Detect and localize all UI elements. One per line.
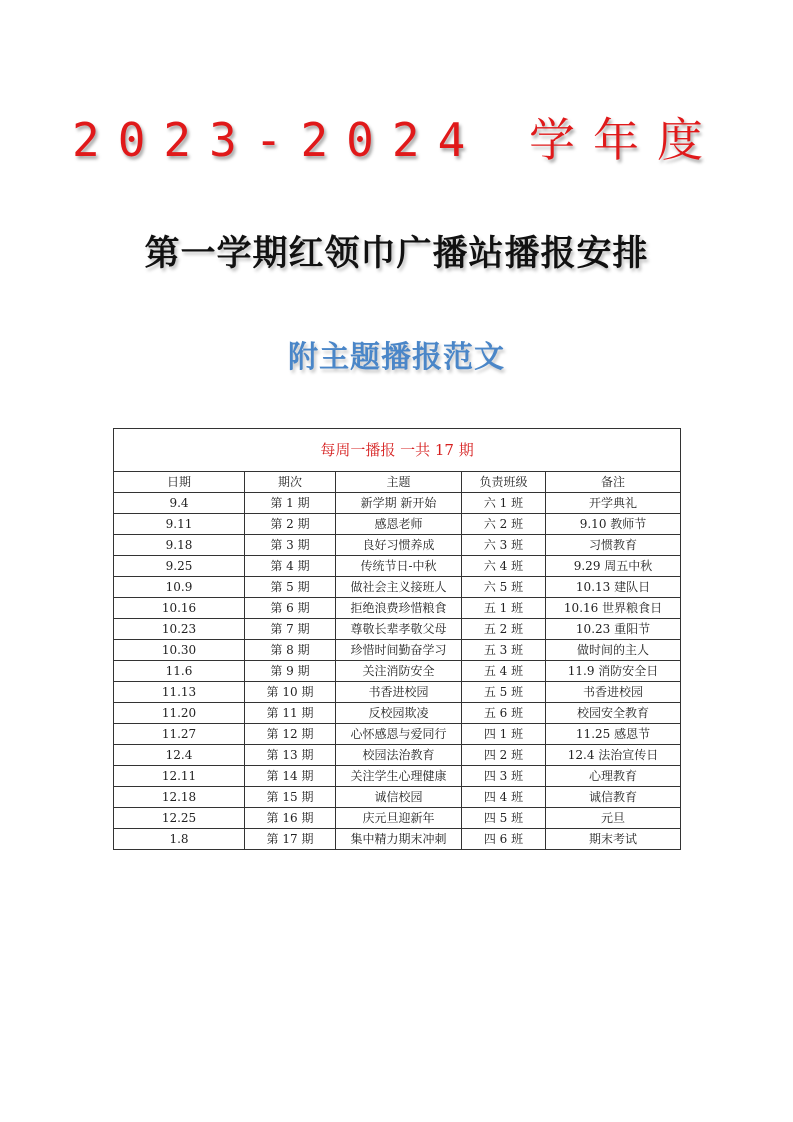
cell-class: 六 1 班 — [462, 493, 546, 514]
cell-date: 12.4 — [114, 745, 245, 766]
cell-theme: 校园法治教育 — [336, 745, 462, 766]
cell-note: 10.16 世界粮食日 — [546, 598, 681, 619]
column-header-issue: 期次 — [245, 472, 336, 493]
cell-theme: 做社会主义接班人 — [336, 577, 462, 598]
cell-issue: 第 12 期 — [245, 724, 336, 745]
cell-theme: 心怀感恩与爱同行 — [336, 724, 462, 745]
cell-class: 五 6 班 — [462, 703, 546, 724]
table-row — [114, 703, 681, 724]
cell-issue: 第 10 期 — [245, 682, 336, 703]
cell-theme: 书香进校园 — [336, 682, 462, 703]
cell-date: 12.18 — [114, 787, 245, 808]
cell-issue: 第 17 期 — [245, 829, 336, 850]
cell-theme: 珍惜时间勤奋学习 — [336, 640, 462, 661]
cell-theme: 反校园欺凌 — [336, 703, 462, 724]
cell-theme: 关注学生心理健康 — [336, 766, 462, 787]
table-row — [114, 808, 681, 829]
table-row — [114, 577, 681, 598]
cell-theme: 庆元旦迎新年 — [336, 808, 462, 829]
cell-class: 五 4 班 — [462, 661, 546, 682]
cell-theme: 良好习惯养成 — [336, 535, 462, 556]
cell-date: 1.8 — [114, 829, 245, 850]
cell-class: 五 2 班 — [462, 619, 546, 640]
cell-issue: 第 8 期 — [245, 640, 336, 661]
cell-date: 10.16 — [114, 598, 245, 619]
cell-date: 9.11 — [114, 514, 245, 535]
table-row — [114, 598, 681, 619]
table-row — [114, 535, 681, 556]
cell-date: 11.27 — [114, 724, 245, 745]
cell-note: 11.9 消防安全日 — [546, 661, 681, 682]
cell-note: 做时间的主人 — [546, 640, 681, 661]
cell-note: 元旦 — [546, 808, 681, 829]
cell-issue: 第 16 期 — [245, 808, 336, 829]
cell-theme: 传统节日-中秋 — [336, 556, 462, 577]
cell-theme: 诚信校园 — [336, 787, 462, 808]
cell-note: 9.10 教师节 — [546, 514, 681, 535]
cell-issue: 第 1 期 — [245, 493, 336, 514]
table-row — [114, 619, 681, 640]
table-row — [114, 556, 681, 577]
cell-issue: 第 11 期 — [245, 703, 336, 724]
table-row — [114, 829, 681, 850]
table-row — [114, 661, 681, 682]
table-row — [114, 493, 681, 514]
table-row — [114, 724, 681, 745]
cell-class: 六 2 班 — [462, 514, 546, 535]
cell-date: 11.13 — [114, 682, 245, 703]
cell-issue: 第 15 期 — [245, 787, 336, 808]
table-banner-row — [114, 429, 681, 472]
cell-issue: 第 13 期 — [245, 745, 336, 766]
cell-issue: 第 14 期 — [245, 766, 336, 787]
cell-note: 习惯教育 — [546, 535, 681, 556]
cell-note: 期末考试 — [546, 829, 681, 850]
table-row — [114, 682, 681, 703]
cell-note: 校园安全教育 — [546, 703, 681, 724]
cell-theme: 拒绝浪费珍惜粮食 — [336, 598, 462, 619]
cell-issue: 第 6 期 — [245, 598, 336, 619]
cell-note: 11.25 感恩节 — [546, 724, 681, 745]
schedule-table — [113, 428, 681, 850]
sub-title: 附主题播报范文 — [288, 340, 505, 375]
cell-class: 六 4 班 — [462, 556, 546, 577]
cell-issue: 第 5 期 — [245, 577, 336, 598]
cell-class: 四 6 班 — [462, 829, 546, 850]
table-row — [114, 514, 681, 535]
cell-class: 五 5 班 — [462, 682, 546, 703]
cell-date: 10.30 — [114, 640, 245, 661]
table-row — [114, 787, 681, 808]
cell-issue: 第 4 期 — [245, 556, 336, 577]
cell-class: 六 3 班 — [462, 535, 546, 556]
cell-class: 四 5 班 — [462, 808, 546, 829]
cell-theme: 感恩老师 — [336, 514, 462, 535]
cell-theme: 关注消防安全 — [336, 661, 462, 682]
cell-theme: 尊敬长辈孝敬父母 — [336, 619, 462, 640]
cell-class: 四 4 班 — [462, 787, 546, 808]
cell-note: 诚信教育 — [546, 787, 681, 808]
cell-date: 9.25 — [114, 556, 245, 577]
table-row — [114, 745, 681, 766]
cell-date: 11.6 — [114, 661, 245, 682]
cell-date: 11.20 — [114, 703, 245, 724]
table-header-row — [114, 472, 681, 493]
cell-theme: 新学期 新开始 — [336, 493, 462, 514]
cell-theme: 集中精力期末冲刺 — [336, 829, 462, 850]
cell-note: 10.23 重阳节 — [546, 619, 681, 640]
cell-date: 12.11 — [114, 766, 245, 787]
table-row — [114, 640, 681, 661]
cell-note: 10.13 建队日 — [546, 577, 681, 598]
cell-date: 10.9 — [114, 577, 245, 598]
cell-date: 9.18 — [114, 535, 245, 556]
cell-date: 9.4 — [114, 493, 245, 514]
column-header-class: 负责班级 — [462, 472, 546, 493]
column-header-date: 日期 — [114, 472, 245, 493]
cell-class: 四 3 班 — [462, 766, 546, 787]
column-header-theme: 主题 — [336, 472, 462, 493]
cell-class: 六 5 班 — [462, 577, 546, 598]
cell-issue: 第 2 期 — [245, 514, 336, 535]
cell-note: 开学典礼 — [546, 493, 681, 514]
cell-class: 五 1 班 — [462, 598, 546, 619]
cell-date: 10.23 — [114, 619, 245, 640]
cell-note: 书香进校园 — [546, 682, 681, 703]
cell-note: 12.4 法治宣传日 — [546, 745, 681, 766]
cell-issue: 第 7 期 — [245, 619, 336, 640]
column-header-note: 备注 — [546, 472, 681, 493]
table-row — [114, 766, 681, 787]
year-title: 2023-2024 学年度 — [72, 113, 721, 167]
cell-class: 四 1 班 — [462, 724, 546, 745]
cell-class: 五 3 班 — [462, 640, 546, 661]
cell-issue: 第 9 期 — [245, 661, 336, 682]
table-banner: 每周一播报 一共 17 期 — [114, 429, 681, 472]
cell-date: 12.25 — [114, 808, 245, 829]
table-body — [114, 493, 681, 850]
cell-class: 四 2 班 — [462, 745, 546, 766]
cell-note: 心理教育 — [546, 766, 681, 787]
cell-note: 9.29 周五中秋 — [546, 556, 681, 577]
main-title: 第一学期红领巾广播站播报安排 — [144, 233, 649, 274]
cell-issue: 第 3 期 — [245, 535, 336, 556]
